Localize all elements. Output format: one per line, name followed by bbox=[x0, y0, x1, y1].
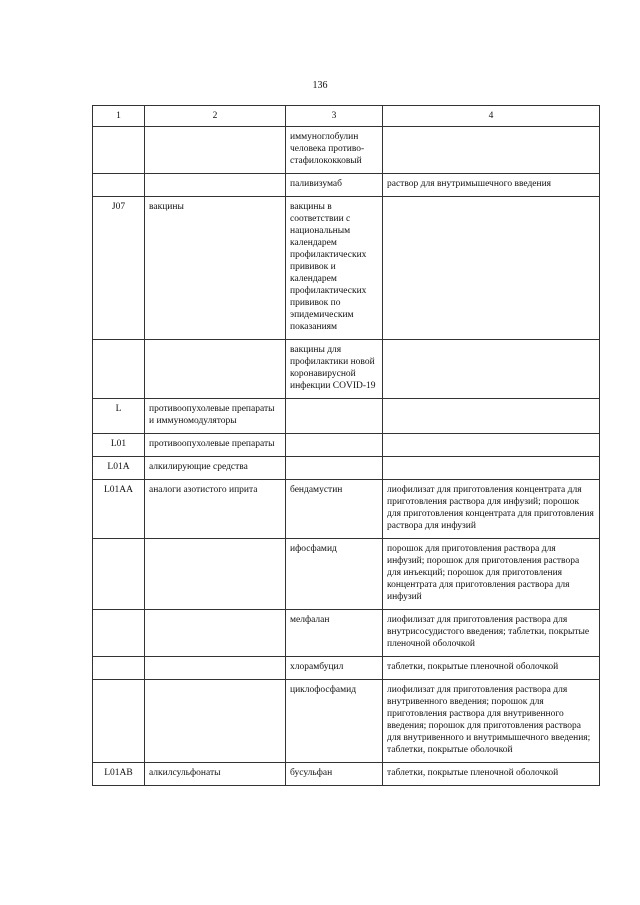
drug-name-cell: иммуноглобулин человека противо-стафилококковый bbox=[286, 127, 383, 174]
drug-name-cell: бендамустин bbox=[286, 480, 383, 539]
drug-name-cell: паливизумаб bbox=[286, 174, 383, 197]
dosage-form-cell: таблетки, покрытые пленочной оболочкой bbox=[383, 657, 600, 680]
atc-code-cell: L bbox=[93, 399, 145, 434]
drug-name-cell bbox=[286, 434, 383, 457]
drug-name-cell: вакцины в соответствии с национальным календарем профилактических прививок и календарем профилактических прививок по эпидемическим показаниям bbox=[286, 197, 383, 340]
table-header-row bbox=[93, 106, 600, 127]
dosage-form-cell bbox=[383, 340, 600, 399]
drug-table-container bbox=[92, 105, 600, 786]
table-row bbox=[93, 127, 600, 174]
column-header: 3 bbox=[286, 106, 383, 127]
table-row bbox=[93, 680, 600, 763]
group-name-cell bbox=[145, 174, 286, 197]
atc-code-cell bbox=[93, 657, 145, 680]
dosage-form-cell bbox=[383, 434, 600, 457]
group-name-cell: противоопухолевые препараты и иммуномодуляторы bbox=[145, 399, 286, 434]
group-name-cell: алкилирующие средства bbox=[145, 457, 286, 480]
dosage-form-cell bbox=[383, 457, 600, 480]
table-row bbox=[93, 174, 600, 197]
atc-code-cell: L01AB bbox=[93, 763, 145, 786]
atc-code-cell: J07 bbox=[93, 197, 145, 340]
group-name-cell: вакцины bbox=[145, 197, 286, 340]
column-header: 4 bbox=[383, 106, 600, 127]
drug-name-cell: ифосфамид bbox=[286, 539, 383, 610]
atc-code-cell bbox=[93, 539, 145, 610]
table-row bbox=[93, 657, 600, 680]
table-row bbox=[93, 763, 600, 786]
group-name-cell bbox=[145, 127, 286, 174]
group-name-cell bbox=[145, 340, 286, 399]
group-name-cell bbox=[145, 539, 286, 610]
atc-code-cell bbox=[93, 680, 145, 763]
dosage-form-cell: лиофилизат для приготовления концентрата для приготовления раствора для инфузий; порошок для приготовления концентрата для приготовления раствора для инфузий bbox=[383, 480, 600, 539]
atc-code-cell bbox=[93, 340, 145, 399]
dosage-form-cell: раствор для внутримышечного введения bbox=[383, 174, 600, 197]
dosage-form-cell bbox=[383, 399, 600, 434]
table-row bbox=[93, 340, 600, 399]
dosage-form-cell bbox=[383, 127, 600, 174]
drug-name-cell: вакцины для профилактики новой коронавирусной инфекции COVID-19 bbox=[286, 340, 383, 399]
table-row bbox=[93, 197, 600, 340]
group-name-cell: алкилсульфонаты bbox=[145, 763, 286, 786]
group-name-cell bbox=[145, 610, 286, 657]
table-row bbox=[93, 610, 600, 657]
drug-name-cell: бусульфан bbox=[286, 763, 383, 786]
dosage-form-cell: порошок для приготовления раствора для инфузий; порошок для приготовления раствора для инъекций; порошок для приготовления концентрата для приготовления раствора для инфузий bbox=[383, 539, 600, 610]
table-row bbox=[93, 539, 600, 610]
dosage-form-cell bbox=[383, 197, 600, 340]
drug-table bbox=[92, 105, 600, 786]
drug-name-cell: хлорамбуцил bbox=[286, 657, 383, 680]
dosage-form-cell: лиофилизат для приготовления раствора для внутрисосудистого введения; таблетки, покрытые пленочной оболочкой bbox=[383, 610, 600, 657]
drug-name-cell: мелфалан bbox=[286, 610, 383, 657]
column-header: 2 bbox=[145, 106, 286, 127]
dosage-form-cell: лиофилизат для приготовления раствора для внутривенного введения; порошок для приготовления раствора для внутривенного введения; порошок для приготовления раствора для внутривенного и внутримышечного введения; таблетки, покрытые оболочкой bbox=[383, 680, 600, 763]
page-number: 136 bbox=[312, 80, 328, 91]
atc-code-cell bbox=[93, 127, 145, 174]
atc-code-cell: L01 bbox=[93, 434, 145, 457]
drug-name-cell: циклофосфамид bbox=[286, 680, 383, 763]
dosage-form-cell: таблетки, покрытые пленочной оболочкой bbox=[383, 763, 600, 786]
atc-code-cell: L01AA bbox=[93, 480, 145, 539]
atc-code-cell bbox=[93, 610, 145, 657]
column-header: 1 bbox=[93, 106, 145, 127]
atc-code-cell: L01A bbox=[93, 457, 145, 480]
group-name-cell bbox=[145, 680, 286, 763]
drug-name-cell bbox=[286, 457, 383, 480]
drug-name-cell bbox=[286, 399, 383, 434]
group-name-cell: противоопухолевые препараты bbox=[145, 434, 286, 457]
group-name-cell bbox=[145, 657, 286, 680]
table-row bbox=[93, 457, 600, 480]
group-name-cell: аналоги азотистого иприта bbox=[145, 480, 286, 539]
table-row bbox=[93, 480, 600, 539]
table-row bbox=[93, 399, 600, 434]
atc-code-cell bbox=[93, 174, 145, 197]
table-row bbox=[93, 434, 600, 457]
